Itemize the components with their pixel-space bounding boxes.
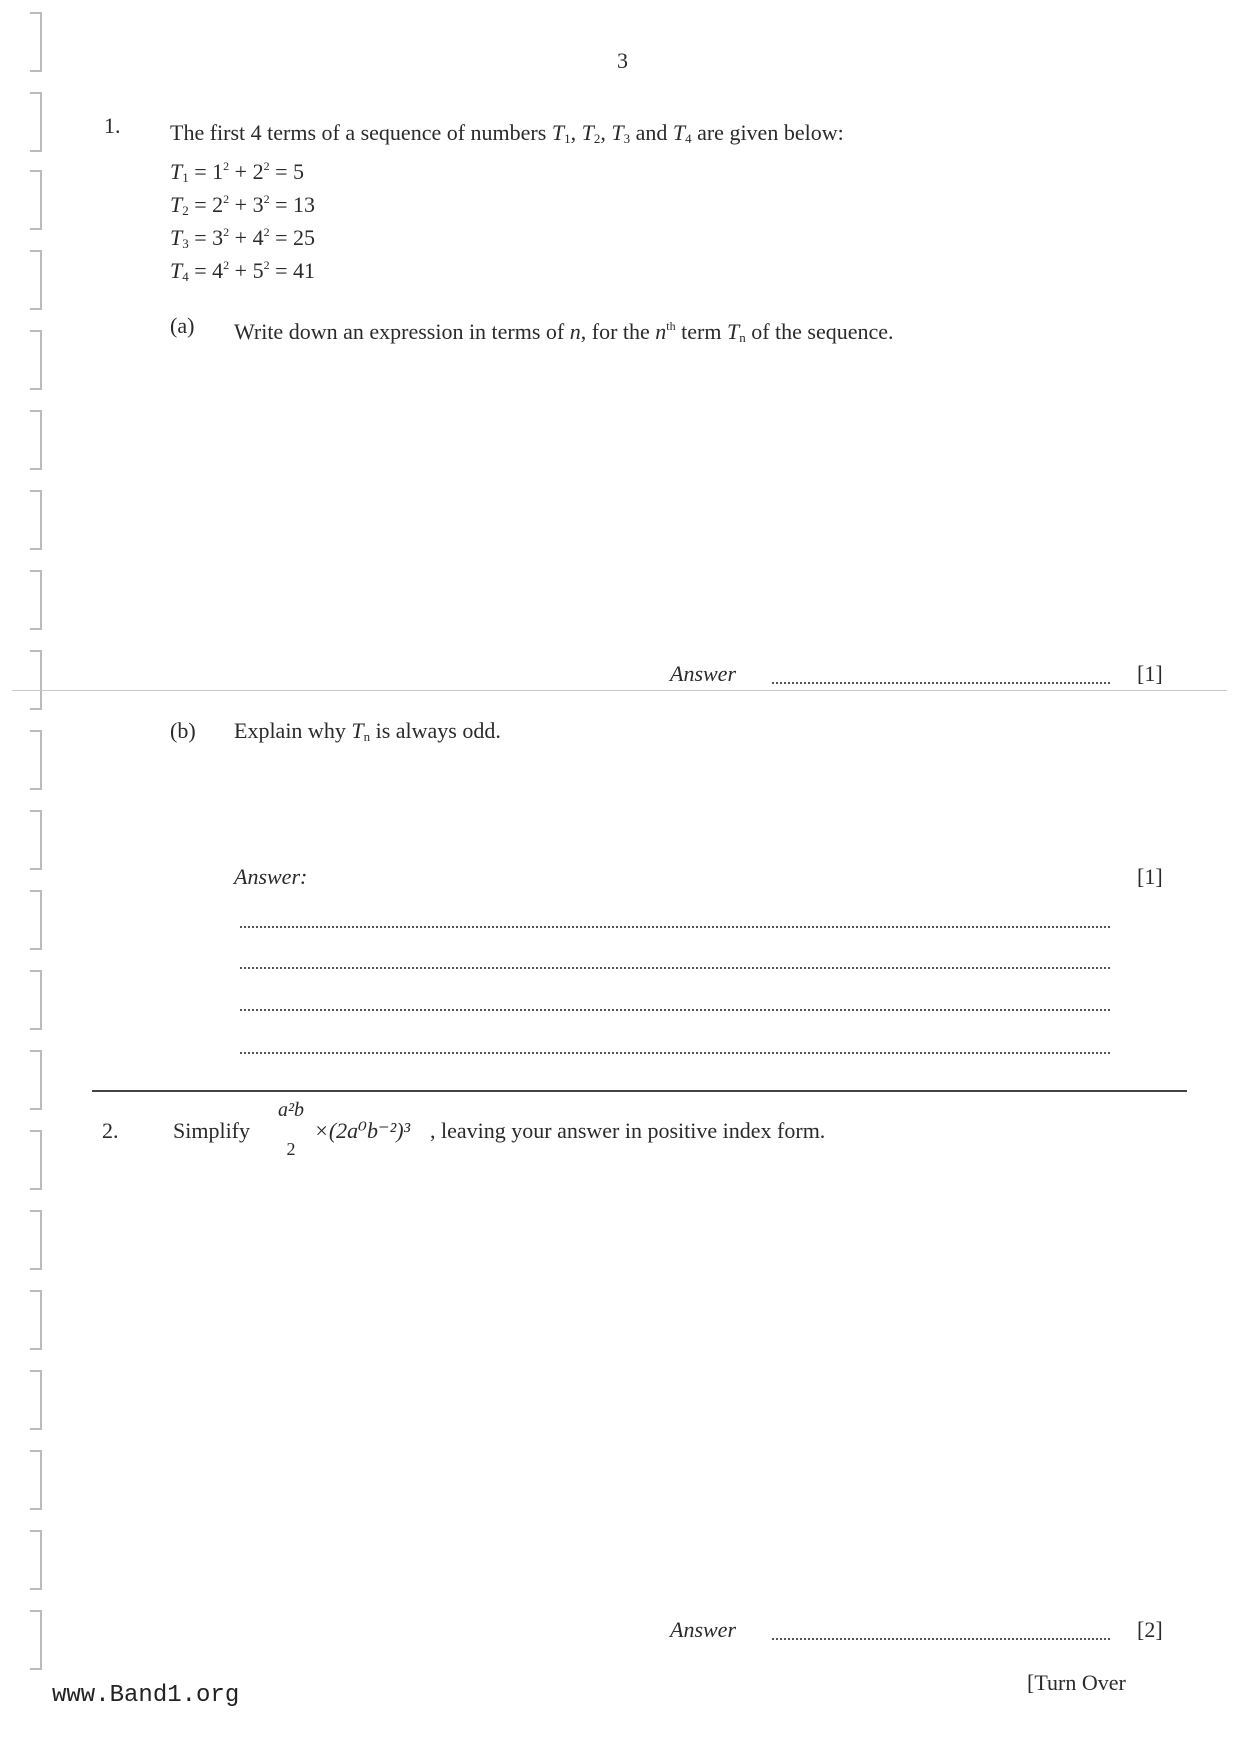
- fraction-numerator: a²b: [278, 1099, 304, 1121]
- part-a-question: Write down an expression in terms of n, for the $n^{th}$ term $T_n$ of the sequence.: [234, 319, 894, 345]
- sequence-term-3: $T_3 = 3^2 + 4^2 = 25$: [170, 225, 316, 251]
- part-a-answer-label: Answer: [670, 661, 736, 686]
- footer-url: www.Band1.org: [52, 1682, 240, 1709]
- question-divider: [92, 1090, 1187, 1092]
- fraction-denominator: 2: [286, 1139, 296, 1159]
- part-b-marks: [1]: [1137, 864, 1163, 889]
- question-2-expression: ×(2a⁰b⁻²)³: [314, 1118, 411, 1143]
- part-a-label: (a): [170, 313, 195, 338]
- part-b-answer-line-1[interactable]: [240, 926, 1110, 928]
- sequence-term-2: $T_2 = 2^2 + 3^2 = 13$: [170, 192, 316, 218]
- part-b-question: Explain why $T_n$ is always odd.: [234, 718, 501, 744]
- turn-over: [Turn Over: [1027, 1670, 1126, 1695]
- part-b-answer-label: Answer:: [234, 864, 308, 889]
- part-b-answer-line-3[interactable]: [240, 1009, 1110, 1011]
- question-2-marks: [2]: [1137, 1617, 1163, 1642]
- question-2-answer-line[interactable]: [772, 1638, 1110, 1640]
- question-2-simplify: Simplify: [173, 1118, 251, 1143]
- part-a-answer-line[interactable]: [772, 682, 1110, 684]
- question-2-answer-label: Answer: [670, 1617, 736, 1642]
- question-2-number: 2.: [102, 1118, 119, 1143]
- part-b-answer-line-2[interactable]: [240, 967, 1110, 969]
- question-2-instruction: , leaving your answer in positive index form.: [430, 1118, 826, 1143]
- question-1-intro: The first 4 terms of a sequence of numbers $T_1$, $T_2$, $T_3$ and $T_4$ are given below:: [170, 120, 844, 146]
- part-a-marks: [1]: [1137, 661, 1163, 686]
- part-b-label: (b): [170, 718, 196, 743]
- question-1-number: 1.: [104, 113, 121, 138]
- page-number: 3: [617, 48, 628, 73]
- part-divider: [12, 690, 1227, 691]
- part-b-answer-line-4[interactable]: [240, 1052, 1110, 1054]
- sequence-term-1: $T_1 = 1^2 + 2^2 = 5$: [170, 159, 305, 185]
- sequence-term-4: $T_4 = 4^2 + 5^2 = 41$: [170, 258, 316, 284]
